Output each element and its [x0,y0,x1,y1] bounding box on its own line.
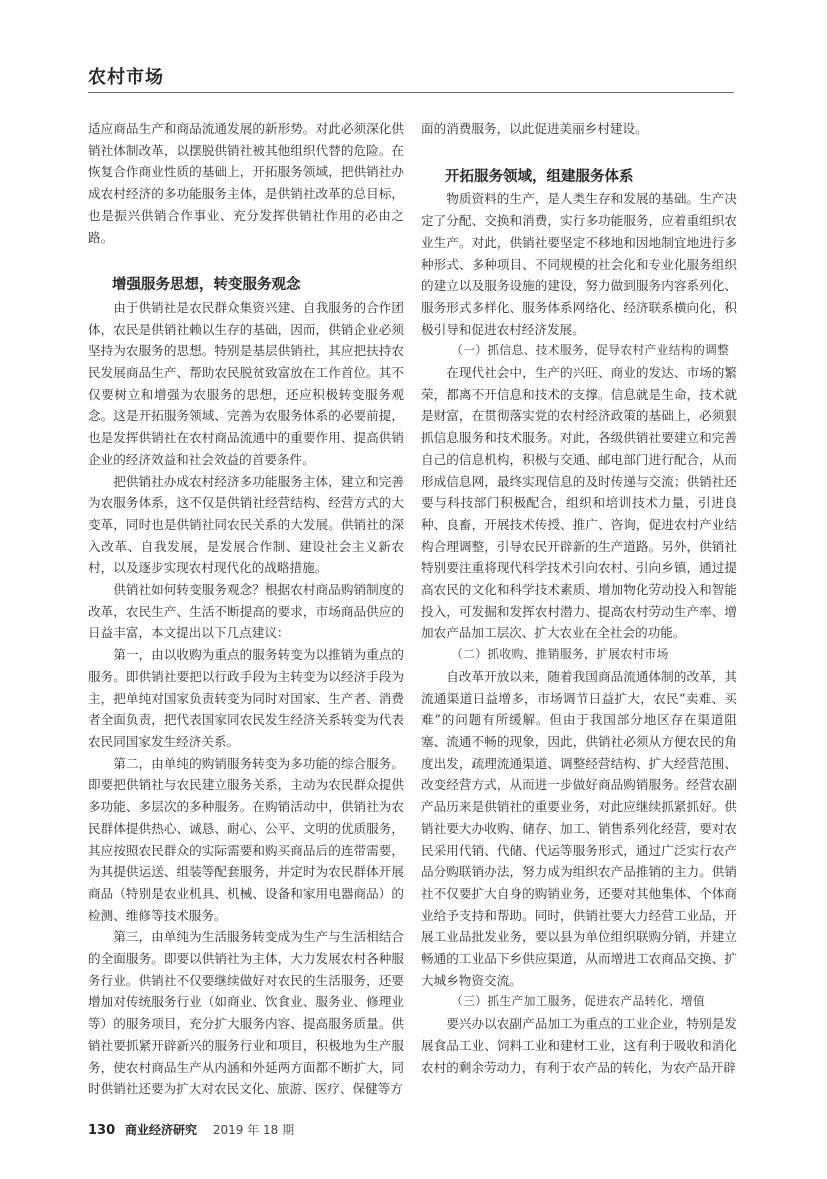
left-column [88,118,404,1100]
section-title: 农村市场 [88,67,164,88]
paragraph: 把供销社办成农村经济多功能服务主体，建立和完善为农服务体系，这不仅是供销社经营结构、经营方式的大变革，同时也是供销社同农民关系的大发展。供销社的深入改革、自我发展，是发展合作制、建设社会主义新农村，以及逐步实现农村现代化的战略措施。 [88,473,404,576]
journal-name: 商业经济研究 [124,1122,197,1137]
header-rule [88,92,734,93]
subheading: （三）抓生产加工服务，促进农产品转化、增值 [451,994,706,1009]
paragraph: 要兴办以农副产品加工为重点的工业企业，特别是发展食品工业、饲料工业和建材工业，这有利于吸收和消化农村的剩余劳动力，有利于农产品的转化，为农产品开辟 [421,1016,737,1075]
page-footer [88,1122,734,1139]
paragraph: 第三，由单纯为生活服务转变成为生产与生活相结合的全面服务。即要以供销社为主体，大力发展农村各种服务行业。供销社不仅要继续做好对农民的生活服务，还要增加对传统服务行业（如商业、饮食业、服务业、修理业等）的服务项目，充分扩大服务内容、提高服务质量。供销社要抓紧开辟新兴的服务行业和项目，积极地为生产服务，使农村商品生产从内涵和外延两方面都不断扩大，同时供销社还要为扩大对农民文化、旅游、医疗、保健等方 [88,929,404,1097]
subheading: （二）抓收购、推销服务，扩展农村市场 [451,647,669,662]
section-heading: 增强服务思想，转变服务观念 [112,277,301,294]
page-number: 130 [88,1122,116,1138]
paragraph: 供销社如何转变服务观念？根据农村商品购销制度的改革，农民生产、生活不断提高的要求，市场商品供应的日益丰富，本文提出以下几点建议： [88,582,404,641]
paragraph: 物质资料的生产，是人类生存和发展的基础。生产决定了分配、交换和消费，实行多功能服务，应着重组织农业生产。对此，供销社要坚定不移地和因地制宜地进行多种形式、多种项目、不同规模的社会化和专业化服务组织的建立以及服务设施的建设，努力做到服务内容系列化、服务形式多样化、服务体系网络化、经济联系横向化，积极引导和促进农村经济发展。 [421,191,737,337]
issue-info: 2019 年 18 期 [212,1122,295,1137]
paragraph: 适应商品生产和商品流通发展的新形势。对此必须深化供销社体制改革，以摆脱供销社被其他组织代替的危险。在恢复合作商业性质的基础上，开拓服务领域，把供销社办成农村经济的多功能服务主体，是供销社改革的总目标，也是振兴供销合作事业、充分发挥供销社作用的必由之路。 [88,121,404,245]
paragraph: 自改革开放以来，随着我国商品流通体制的改革，其流通渠道日益增多，市场调节日益扩大，农民“卖难、买难”的问题有所缓解。但由于我国部分地区存在渠道阻塞、流通不畅的现象，因此，供销社必须从方便农民的角度出发，疏理流通渠道、调整经营结构、扩大经营范围、改变经营方式，从而进一步做好商品购销服务。经营农副产品历来是供销社的重要业务，对此应继续抓紧抓好。供销社要大办收购、储存、加工、销售系列化经营，要对农民采用代销、代储、代运等服务形式，通过广泛实行农产品分购联销办法，努力成为组织农产品推销的主力。供销社不仅要扩大自身的购销业务，还要对其他集体、个体商业给予支持和帮助。同时，供销社要大力经营工业品，开展工业品批发业务，要以县为单位组织联购分销，并建立畅通的工业品下乡供应渠道，从而增进工农商品交换、扩大城乡物资交流。 [421,668,737,988]
section-heading: 开拓服务领域，组建服务体系 [445,168,634,185]
paragraph: 第一，由以收购为重点的服务转变为以推销为重点的服务。即供销社要把以行政手段为主转变为以经济手段为主，把单纯对国家负责转变为同时对国家、生产者、消费者全面负责，把代表国家同农民发生经济关系转变为代表农民同国家发生经济关系。 [88,647,404,749]
subheading: （一）抓信息、技术服务，促导农村产业结构的调整 [451,343,730,358]
right-column [421,118,737,1078]
paragraph: 第二，由单纯的购销服务转变为多功能的综合服务。即要把供销社与农民建立服务关系，主动为农民群众提供多功能、多层次的多种服务。在购销活动中，供销社为农民群体提供热心、诚恳、耐心、公平、文明的优质服务，其应按照农民群众的实际需要和购买商品后的连带需要，为其提供运送、组装等配套服务，并定时为农民群体开展商品（特别是农业机具、机械、设备和家用电器商品）的检测、维修等技术服务。 [88,755,404,923]
paragraph: 由于供销社是农民群众集资兴建、自我服务的合作团体，农民是供销社赖以生存的基础，因而，供销企业必须坚持为农服务的思想。特别是基层供销社，其应把扶持农民发展商品生产、帮助农民脱贫致富放在工作首位。其不仅要树立和增强为农服务的思想，还应积极转变服务观念。这是开拓服务领域、完善为农服务体系的必要前提，也是发挥供销社在农村商品流通中的重要作用、提高供销企业的经济效益和社会效益的首要条件。 [88,299,404,467]
paragraph: 面的消费服务，以此促进美丽乡村建设。 [421,121,648,136]
paragraph: 在现代社会中，生产的兴旺、商业的发达、市场的繁荣，都离不开信息和技术的支撑。信息就是生命，技术就是财富，在贯彻落实党的农村经济政策的基础上，必须狠抓信息服务和技术服务。对此，各级供销社要建立和完善自己的信息机构，积极与交通、邮电部门进行配合，从而形成信息网，最终实现信息的及时传递与交流；供销社还要与科技部门积极配合，组织和培训技术力量，引进良种、良畜，开展技术传授、推广、咨询，促进农村产业结构合理调整，引导农民开辟新的生产道路。另外，供销社特别要注重将现代科学技术引向农村、引向乡镇，通过提高农民的文化和科学技术素质、增加物化劳动投入和智能投入，可发掘和发挥农村潜力、提高农村劳动生产率、增加农产品加工层次、扩大农业在全社会的功能。 [421,365,737,641]
body-columns [88,118,737,1100]
